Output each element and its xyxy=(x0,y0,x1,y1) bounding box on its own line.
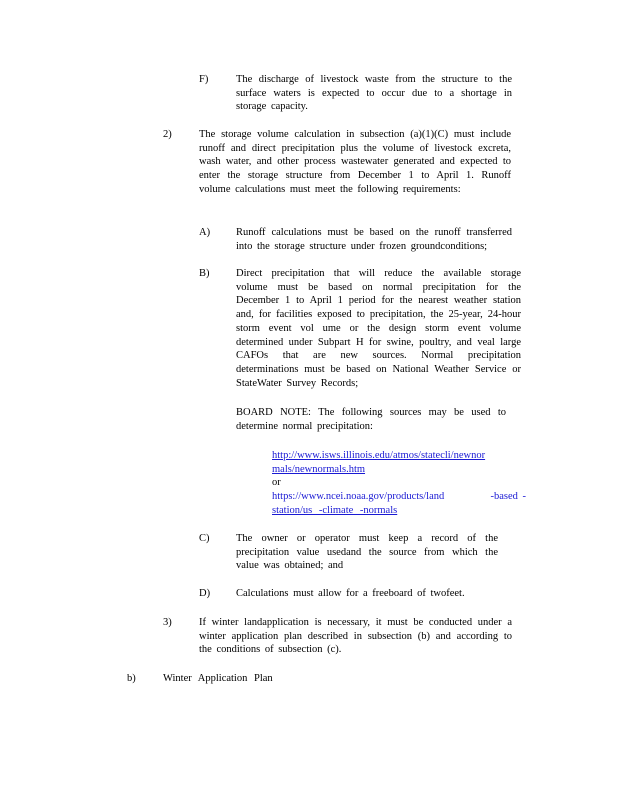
item-text-3: If winter landapplication is necessary, it must be conducted under a winter application plan described in subsection (b) and according to the conditions of subsection (c). xyxy=(199,617,512,656)
ncei-link-line1[interactable]: https://www.ncei.noaa.gov/products/land -based - xyxy=(272,491,527,503)
ncei-isws-link-line1[interactable]: http://www.isws.illinois.edu/atmos/statecli/newnor xyxy=(272,450,486,461)
item-text-A: Runoff calculations must be based on the runoff transferred into the storage structure under frozen groundconditions; xyxy=(236,227,512,252)
board-note: BOARD NOTE: The following sources may be used to determine normal precipitation: xyxy=(236,407,506,432)
item-text-2: The storage volume calculation in subsection (a)(1)(C) must include runoff and direct precipitation plus the volume of livestock excreta, wash water, and other process wastewater generated and expected to enter the storage structure from December 1 to April 1. Runoff volume calculations must meet the following requirements: xyxy=(199,129,511,195)
section-label-b: b) xyxy=(127,673,136,684)
item-text-F: The discharge of livestock waste from the structure to the surface waters is expected to occur due to a shortage in storage capacity. xyxy=(236,74,512,113)
item-text-C: The owner or operator must keep a record of the precipitation value usedand the source from which the value was obtained; and xyxy=(236,533,498,572)
item-label-3: 3) xyxy=(163,617,172,628)
item-label-F: F) xyxy=(199,74,209,85)
item-text-B: Direct precipitation that will reduce the available storage volume must be based on normal precipitation for the December 1 to April 1 period for the nearest weather station and, for facilities exposed to precipitation, the 25-year, 24-hour storm event vol ume or the design storm event volume determined under Subpart H for swine, poultry, and veal large CAFOs that are new sources. Normal precipitation determinations must be based on National Weather Service or StateWater Survey Records; xyxy=(236,268,521,389)
item-label-A: A) xyxy=(199,227,211,238)
section-heading-winter-application-plan: Winter Application Plan xyxy=(163,673,273,684)
links-block xyxy=(272,449,527,518)
item-label-C: C) xyxy=(199,533,210,544)
item-text-D: Calculations must allow for a freeboard of twofeet. xyxy=(236,588,465,599)
item-label-2: 2) xyxy=(163,129,172,140)
ncei-link-line2[interactable]: station/us -climate -normals xyxy=(272,504,398,516)
item-label-D: D) xyxy=(199,588,211,599)
item-label-B: B) xyxy=(199,268,210,279)
or-text: or xyxy=(272,477,281,489)
isws-link-line2[interactable]: mals/newnormals.htm xyxy=(272,463,366,475)
